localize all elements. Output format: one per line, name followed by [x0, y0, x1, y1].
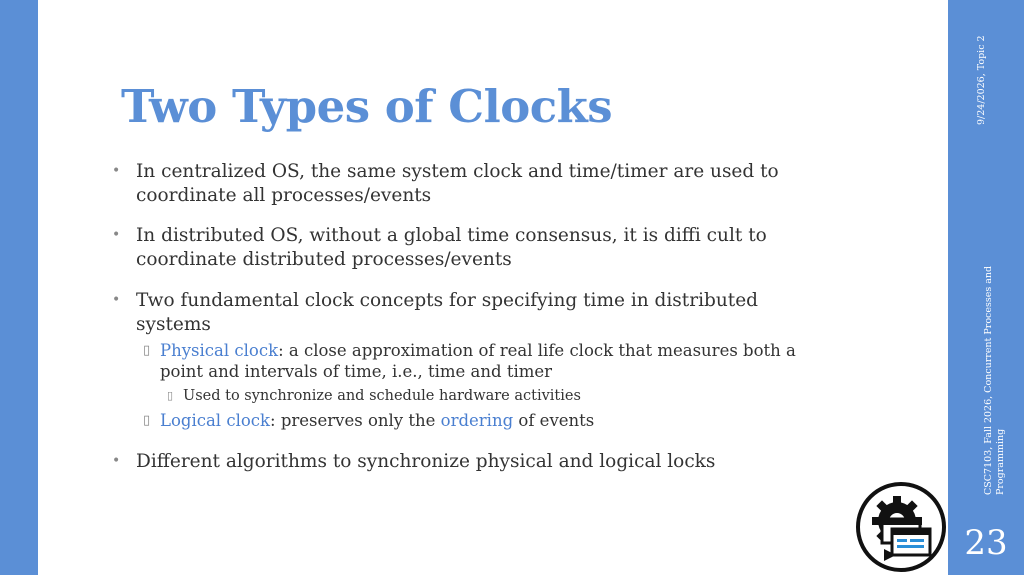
slide-date: 9/24/2026, Topic 2 — [976, 35, 987, 125]
slide-content — [112, 160, 832, 474]
sub-bullet-icon: ▯ — [143, 413, 151, 428]
course-footer: CSC7103, Fall 2026, Concurrent Processes and Programming — [983, 265, 1006, 495]
logical-clock-text: : preserves only the — [270, 411, 441, 430]
slide-title: Two Types of Clocks — [121, 80, 613, 133]
page-number: 23 — [964, 523, 1008, 563]
logical-clock-term: Logical clock — [160, 411, 271, 430]
bullet-text: Different algorithms to synchronize physical and logical locks — [136, 451, 716, 472]
sub-bullet-physical — [112, 340, 832, 382]
bullet-icon: • — [112, 453, 121, 469]
sub-sub-bullet-text: Used to synchronize and schedule hardware activities — [183, 388, 581, 404]
ordering-term: ordering — [440, 411, 514, 430]
physical-clock-term: Physical clock — [160, 341, 279, 360]
left-accent-bar — [0, 0, 38, 575]
bullet-icon: • — [112, 163, 121, 179]
bullet-item — [112, 289, 832, 337]
sub-bullet-icon: ▯ — [143, 343, 151, 358]
sub-bullet-logical — [112, 410, 832, 431]
logical-clock-end: of events — [513, 411, 595, 430]
bullet-text: In centralized OS, the same system clock and time/timer are used to coordinate all processes/events — [136, 161, 779, 206]
bullet-item — [112, 160, 832, 208]
bullet-icon: • — [112, 227, 121, 243]
gear-windows-logo-icon — [854, 481, 948, 575]
bullet-text: In distributed OS, without a global time consensus, it is diffi cult to coordinate distributed processes/events — [136, 225, 767, 270]
physical-clock-desc: : a close approximation of real life clock that measures both a point and intervals of time, i.e., time and timer — [160, 341, 796, 381]
sub-sub-bullet — [112, 386, 832, 406]
bullet-item — [112, 224, 832, 272]
bullet-item — [112, 450, 832, 474]
bullet-icon: • — [112, 292, 121, 308]
sub-sub-bullet-icon: ▯ — [167, 389, 174, 402]
bullet-text: Two fundamental clock concepts for specifying time in distributed systems — [136, 290, 758, 335]
logo-container — [854, 481, 948, 575]
